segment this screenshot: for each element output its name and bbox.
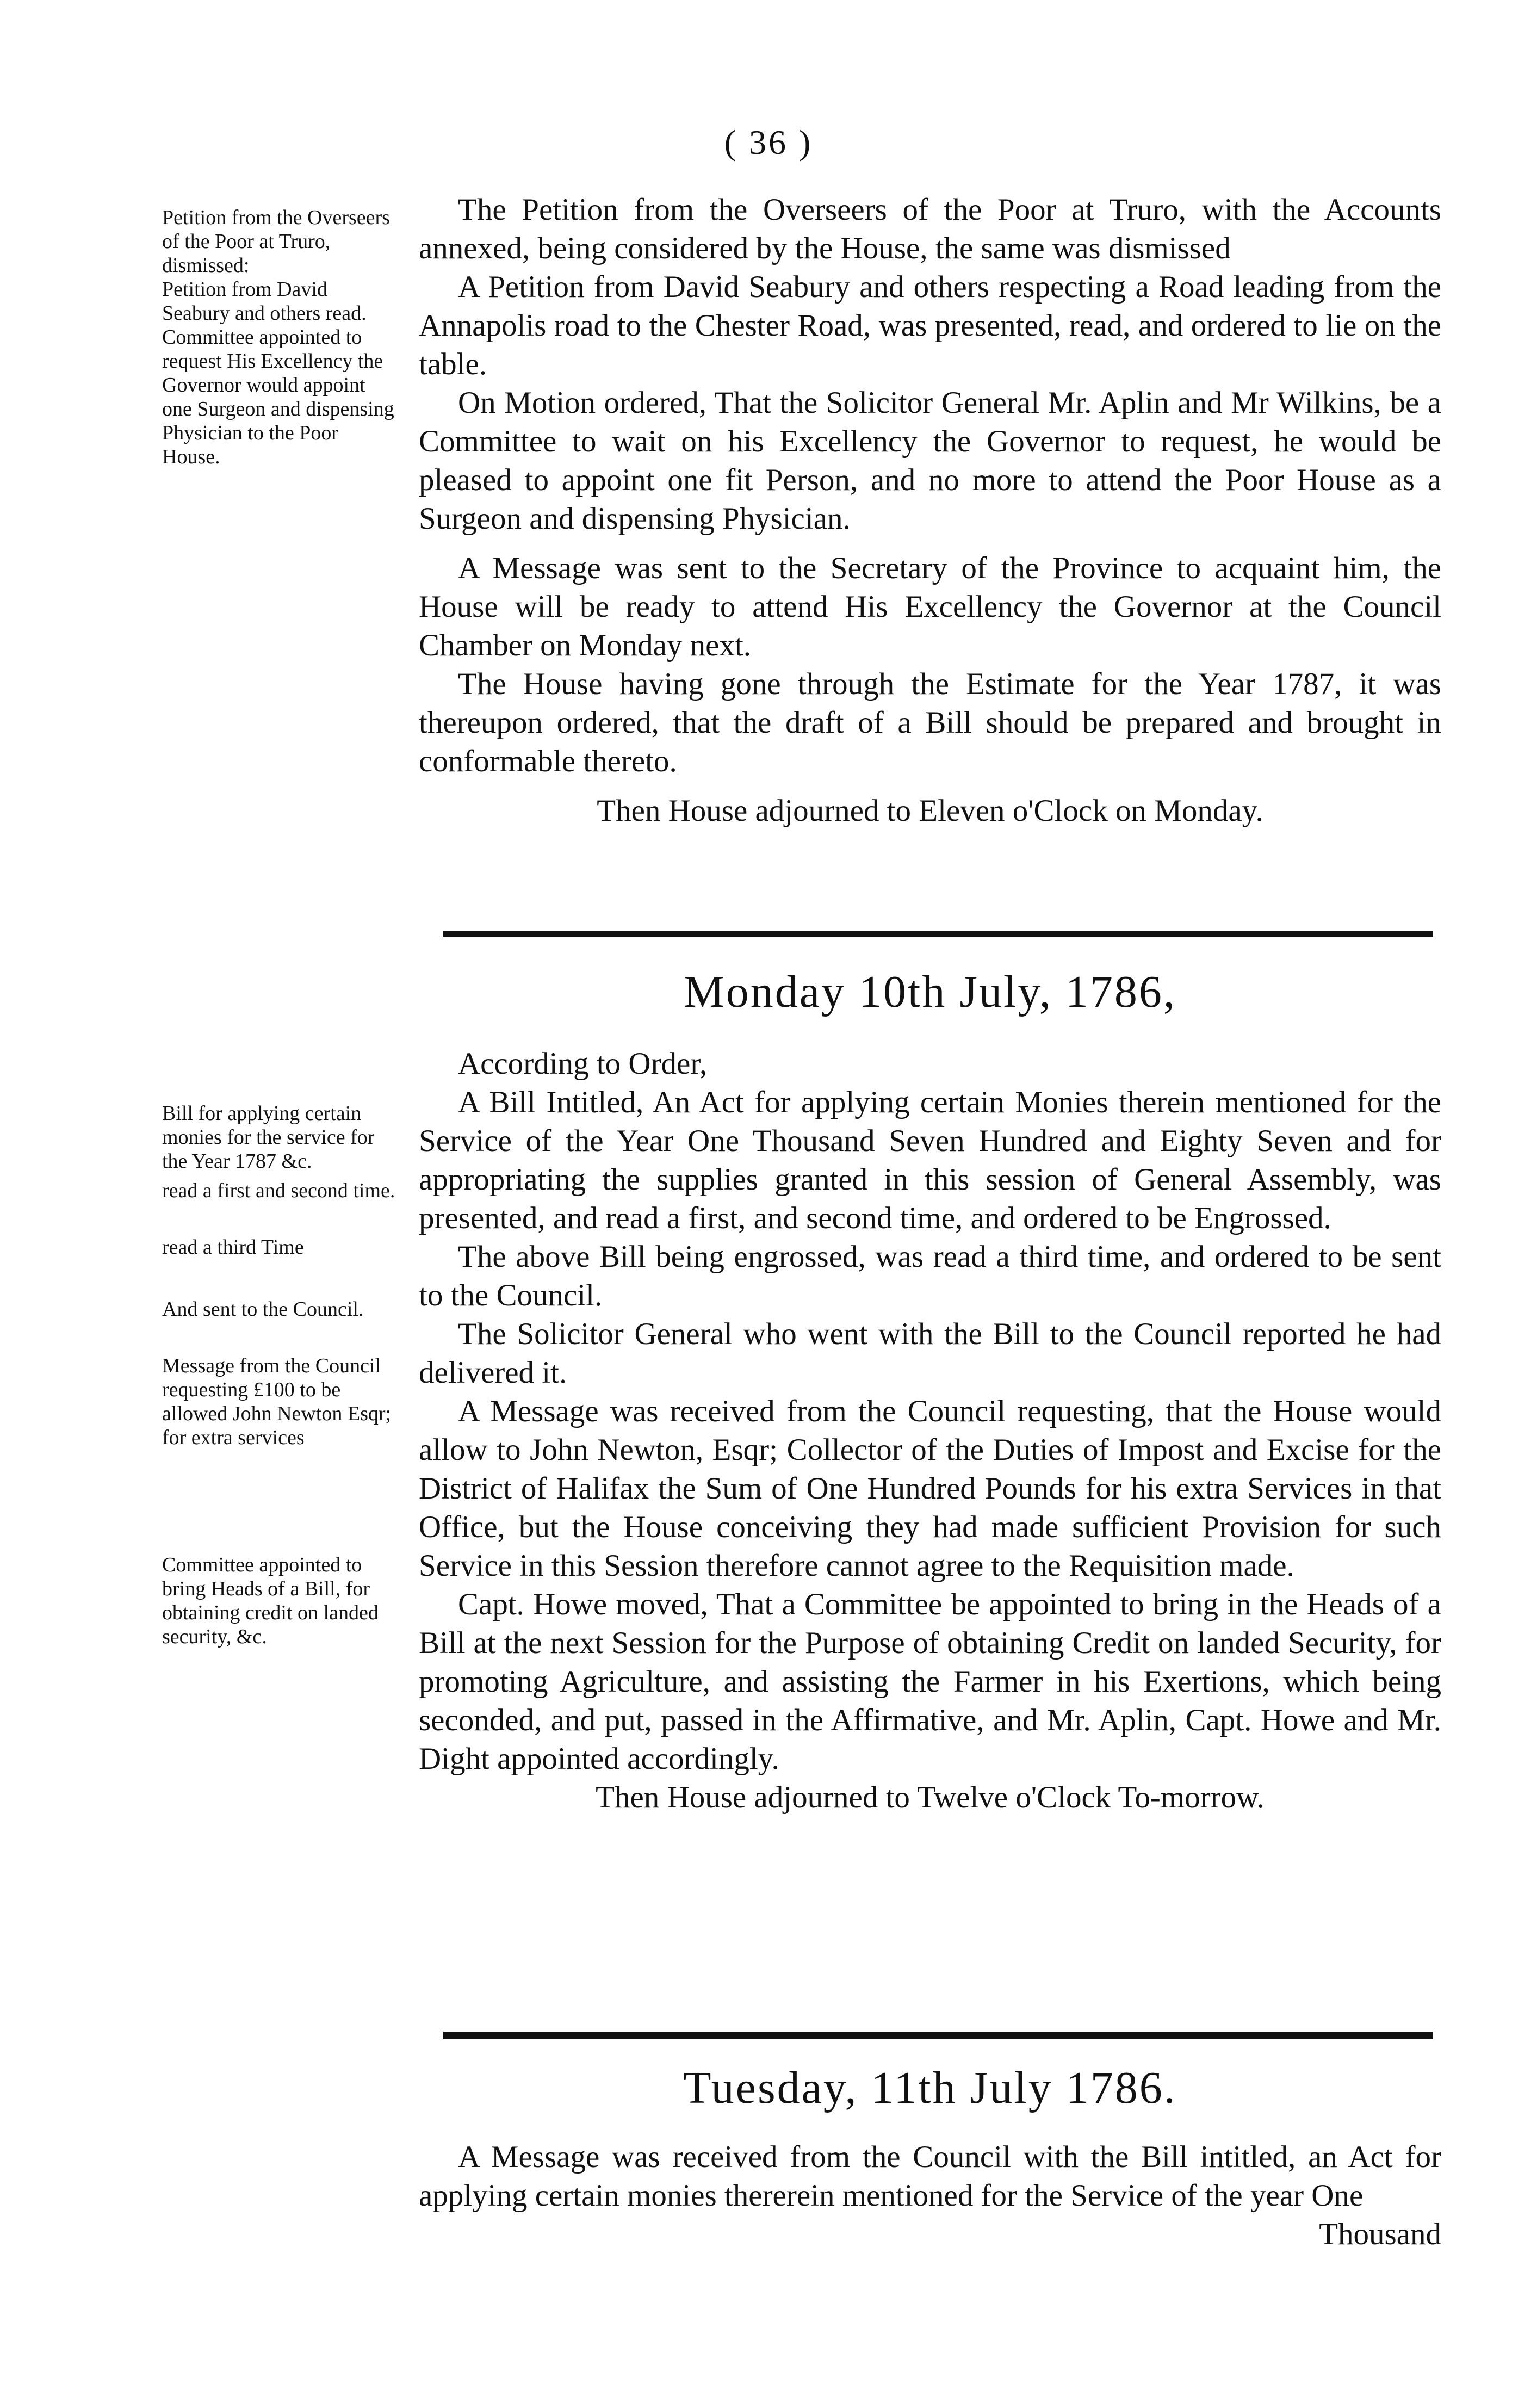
margin-note: read a first and second time.	[162, 1179, 395, 1202]
paragraph: A Petition from David Seabury and others respecting a Road leading from the Annapolis road to the Chester Road, was presented, read, and ordered to lie on the table.	[419, 270, 1441, 381]
paragraph: A Message was received from the Council requesting, that the House would allow to John Newton, Esqr; Collector of the Duties of Impost and Excise for the District of Halifax the Sum of One Hundred Pounds for his extra Services in that Office, but the House conceiving they had made sufficient Provision for such Service in this Session therefore cannot agree to the Requisition made.	[419, 1394, 1441, 1583]
paragraph: Capt. Howe moved, That a Committee be appointed to bring in the Heads of a Bill at the next Session for the Purpose of obtaining Credit on landed Security, for promoting Agriculture, and assisting the Farmer in his Exertions, which being seconded, and put, passed in the Affirmative, and Mr. Aplin, Capt. Howe and Mr. Dight appointed accordingly.	[419, 1587, 1441, 1776]
paragraph: The Solicitor General who went with the Bill to the Council reported he had delivered it.	[419, 1317, 1441, 1390]
paragraph: The Petition from the Overseers of the Poor at Truro, with the Accounts annexed, being considered by the House, the same was dismissed	[419, 193, 1441, 265]
opening-line: According to Order,	[458, 1047, 708, 1081]
margin-notes-section1	[162, 206, 396, 469]
adjournment-note: Then House adjourned to Twelve o'Clock To-morrow.	[596, 1780, 1265, 1815]
paragraph: The above Bill being engrossed, was read a third time, and ordered to be sent to the Council.	[419, 1240, 1441, 1313]
margin-note: Message from the Council requesting £100 to be allowed John Newton Esqr; for extra services	[162, 1354, 392, 1449]
paragraph: A Bill Intitled, An Act for applying certain Monies therein mentioned for the Service of the Year One Thousand Seven Hundred and Eighty Seven and for appropriating the supplies granted in this session of General Assembly, was presented, and read a first, and second time, and ordered to be Engrossed.	[419, 1085, 1441, 1235]
margin-note: Petition from David Seabury and others read.	[162, 278, 367, 325]
date-heading-monday: Monday 10th July, 1786,	[684, 967, 1176, 1017]
paragraph: A Message was sent to the Secretary of the Province to acquaint him, the House will be ready to attend His Excellency the Governor at the Council Chamber on Monday next.	[419, 551, 1441, 663]
section2-body	[419, 1044, 1441, 1817]
paragraph: On Motion ordered, That the Solicitor General Mr. Aplin and Mr Wilkins, be a Committee to wait on his Excellency the Governor to request, he would be pleased to appoint one fit Person, and no more to attend the Poor House as a Surgeon and dispensing Physician.	[419, 386, 1441, 536]
section-rule	[443, 931, 1433, 937]
margin-note: Bill for applying certain monies for the service for the Year 1787 &c.	[162, 1102, 375, 1173]
margin-note: And sent to the Council.	[162, 1298, 364, 1321]
margin-note: read a third Time	[162, 1236, 304, 1259]
margin-note: Petition from the Overseers of the Poor at Truro, dismissed:	[162, 206, 390, 277]
section-rule	[443, 2032, 1433, 2039]
section1-body	[419, 190, 1441, 830]
margin-note: Committee appointed to request His Excellency the Governor would appoint one Surgeon and dispensing Physician to the Poor House.	[162, 326, 394, 468]
paragraph: The House having gone through the Estimate for the Year 1787, it was thereupon ordered, that the draft of a Bill should be prepared and brought in conformable thereto.	[419, 667, 1441, 778]
paragraph: A Message was received from the Council with the Bill intitled, an Act for applying certain monies thererein mentioned for the Service of the year One	[419, 2140, 1441, 2213]
date-heading-tuesday: Tuesday, 11th July 1786.	[683, 2063, 1177, 2113]
section3-body	[419, 2138, 1441, 2254]
page-number: ( 36 )	[724, 123, 813, 162]
adjournment-note: Then House adjourned to Eleven o'Clock on Monday.	[597, 794, 1263, 828]
margin-note: Committee appointed to bring Heads of a Bill, for obtaining credit on landed security, &c.	[162, 1553, 379, 1648]
catchword: Thousand	[1319, 2217, 1441, 2251]
margin-notes-section2	[162, 1101, 396, 1649]
